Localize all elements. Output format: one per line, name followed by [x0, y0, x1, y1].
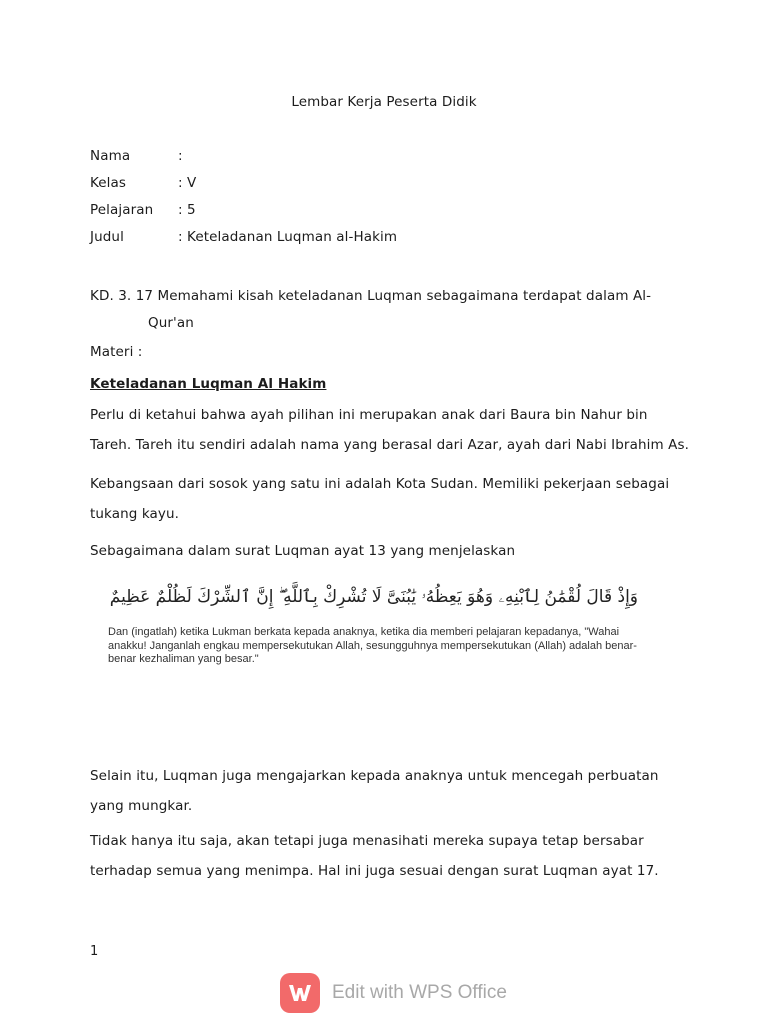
field-label: Pelajaran [90, 202, 154, 218]
paragraph: Perlu di ketahui bahwa ayah pilihan ini merupakan anak dari Baura bin Nahur bin Tareh. Tareh itu sendiri adalah nama yang berasal dari Azar, ayah dari Nabi Ibrahim As. [90, 407, 689, 453]
wps-logo-icon [280, 973, 320, 1013]
paragraph: Selain itu, Luqman juga mengajarkan kepada anaknya untuk mencegah perbuatan yang mungkar. [90, 768, 659, 814]
paragraph: Kebangsaan dari sosok yang satu ini adalah Kota Sudan. Memiliki pekerjaan sebagai tukang kayu. [90, 476, 670, 522]
paragraph: Tidak hanya itu saja, akan tetapi juga menasihati mereka supaya tetap bersabar terhadap semua yang menimpa. Hal ini juga sesuai dengan surat Luqman ayat 17. [90, 833, 659, 879]
field-value: : V [178, 175, 197, 191]
kd-statement-line1: KD. 3. 17 Memahami kisah keteladanan Luqman sebagaimana terdapat dalam Al- [90, 288, 652, 304]
paragraph: Sebagaimana dalam surat Luqman ayat 13 yang menjelaskan [90, 543, 516, 559]
edit-with-wps-button[interactable] [280, 970, 507, 1016]
materi-label: Materi : [90, 344, 143, 360]
page-number: 1 [90, 944, 99, 959]
field-value: : 5 [178, 202, 196, 218]
field-value: : Keteladanan Luqman al-Hakim [178, 229, 398, 245]
field-label: Nama [90, 148, 131, 164]
arabic-verse: وَإِذْ قَالَ لُقْمَٰنُ لِٱبْنِهِۦ وَهُوَ يَعِظُهُۥ يَٰبُنَىَّ لَا تُشْرِكْ بِٱللَّهِ ۖ إِنَّ ٱلشِّرْكَ لَظُلْمٌ عَظِيمٌ [109, 587, 638, 607]
field-value: : [178, 148, 183, 164]
document-title: Lembar Kerja Peserta Didik [291, 94, 477, 110]
kd-statement-line2: Qur'an [148, 315, 194, 331]
section-heading: Keteladanan Luqman Al Hakim [90, 376, 327, 392]
wps-badge-label: Edit with WPS Office [332, 982, 507, 1003]
field-label: Kelas [90, 175, 127, 191]
verse-translation: Dan (ingatlah) ketika Lukman berkata kepada anaknya, ketika dia memberi pelajaran kepadanya, "Wahai anakku! Janganlah engkau mempersekutukan Allah, sesungguhnya mempersekutukan (Allah) adalah benar-benar kezhaliman yang besar." [108, 626, 637, 665]
field-label: Judul [90, 229, 124, 245]
